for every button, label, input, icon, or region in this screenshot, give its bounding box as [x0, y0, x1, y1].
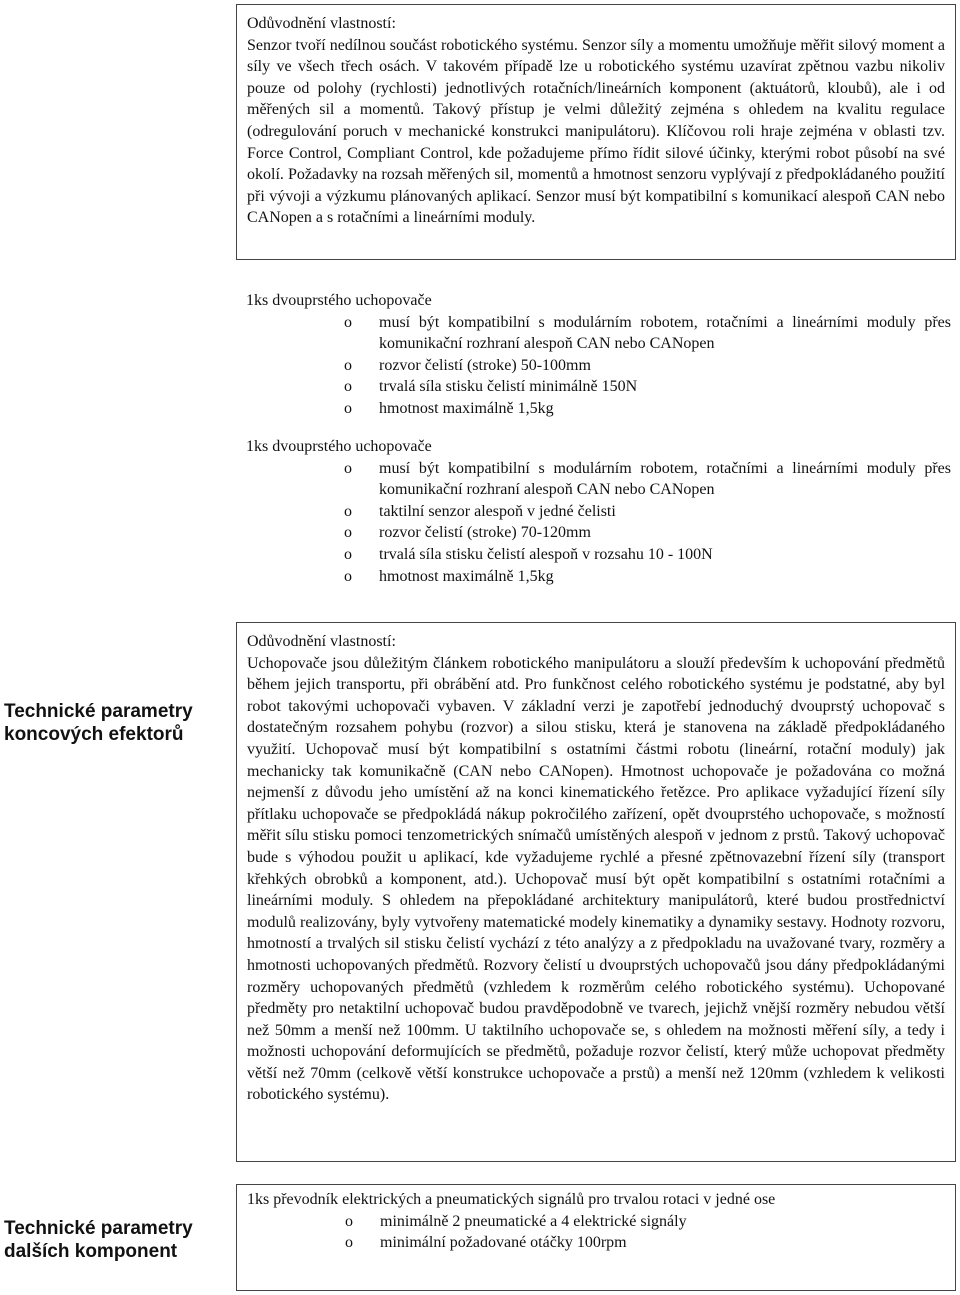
- sensor-justification-box: [236, 4, 956, 260]
- gripper2-spec: [246, 436, 951, 587]
- bullet-marker: o: [344, 378, 352, 396]
- bullet-marker: o: [345, 1234, 353, 1252]
- list-item: o hmotnost maximálně 1,5kg: [246, 566, 951, 588]
- gripper1-title: 1ks dvouprstého uchopovače: [246, 292, 432, 309]
- section-label-other-components: Technické parametry dalších komponent: [4, 1218, 193, 1262]
- list-item: o hmotnost maximálně 1,5kg: [246, 398, 951, 420]
- list-item: o musí být kompatibilní s modulárním robotem, rotačními a lineárními moduly přes komunikační rozhraní alespoň CAN nebo CANopen: [344, 459, 951, 499]
- gripper-justification-heading: Odůvodnění vlastností:: [247, 633, 396, 650]
- sensor-justification-heading: Odůvodnění vlastností:: [247, 15, 396, 32]
- section-label-end-effectors: Technické parametry koncových efektorů: [4, 701, 193, 745]
- gripper-justification-box: [236, 622, 956, 1162]
- list-item: o taktilní senzor alespoň v jedné čelisti: [246, 501, 951, 523]
- bullet-marker: o: [344, 356, 352, 374]
- bullet-marker: o: [344, 399, 352, 417]
- list-item: o minimálně 2 pneumatické a 4 elektrické signály: [247, 1211, 945, 1233]
- converter-spec-box: [236, 1184, 956, 1291]
- gripper2-requirements-list: [246, 458, 951, 588]
- bullet-marker: o: [344, 524, 352, 542]
- bullet-marker: o: [344, 313, 352, 331]
- list-item: o musí být kompatibilní s modulárním robotem, rotačními a lineárními moduly přes komunikační rozhraní alespoň CAN nebo CANopen: [344, 313, 951, 353]
- list-item: o minimální požadované otáčky 100rpm: [247, 1232, 945, 1254]
- list-item: o rozvor čelistí (stroke) 50-100mm: [246, 355, 951, 377]
- bullet-marker: o: [344, 567, 352, 585]
- gripper1-requirements-list: [246, 312, 951, 420]
- gripper2-title: 1ks dvouprstého uchopovače: [246, 438, 432, 455]
- gripper1-spec: [246, 290, 951, 420]
- converter-title: 1ks převodník elektrických a pneumatických signálů pro trvalou rotaci v jedné ose: [247, 1191, 776, 1208]
- list-item: o trvalá síla stisku čelistí alespoň v rozsahu 10 - 100N: [246, 544, 951, 566]
- bullet-marker: o: [345, 1212, 353, 1230]
- list-item: o trvalá síla stisku čelistí minimálně 150N: [246, 376, 951, 398]
- bullet-marker: o: [344, 545, 352, 563]
- bullet-marker: o: [344, 502, 352, 520]
- sensor-justification-text: Senzor tvoří nedílnou součást robotického systému. Senzor síly a momentu umožňuje měřit silový moment a síly ve všech třech osách. V takovém případě lze u robotického systému uzavírat zpětnou vazbu nikoliv pouze od polohy (rychlosti) jednotlivých rotačních/lineárních komponent (aktuátorů, kloubů), ale i od měřených sil a momentů. Takový přístup je velmi důležitý zejména s ohledem na kvalitu regulace (odregulování poruch v mechanické konstrukci manipulátoru). Klíčovou roli hraje zejména v oblasti tzv. Force Control, Compliant Control, kde požadujeme přímo řídit silové účinky, kterými robot působí na své okolí. Požadavky na rozsah měřených sil, momentů a hmotnost senzoru vyplývají z předpokládaného použití při vývoji a výzkumu plánovaných aplikací. Senzor musí být kompatibilní s komunikací alespoň CAN nebo CANopen a s rotačními a lineárními moduly.: [247, 36, 945, 227]
- gripper-justification-text: Uchopovače jsou důležitým článkem robotického manipulátoru a slouží především k uchopování předmětů během jejich transportu, při obrábění atd. Pro funkčnost celého robotického systému je podstatné, aby byl robot takovými uchopovači vybaven. V základní verzi je zapotřebí jednoduchý dvouprstý uchopovač s dostatečným rozsahem pohybu (rozvor) a silou stisku, která je stanovena na základě předpokládaného využití. Uchopovač musí být kompatibilní s ostatními částmi robotu (lineární, rotační moduly) jak mechanicky tak komunikačně (CAN nebo CANopen). Hmotnost uchopovače je požadována co možná nejmenší z důvodu jeho umístění až na konci kinematického řetězce. Pro aplikace vyžadující řízení síly přítlaku uchopovače se předpokládá nákup pokročilého zařízení, opět dvouprstého uchopovače, s možností měřit sílu stisku pomoci tenzometrických snímačů umístěných alespoň v jednom z prstů. Takový uchopovač bude s výhodou použit u aplikací, kde vyžadujeme rychlé a přesné zpětnovazební řízení síly (transport křehkých obrobků a komponent, atd.). Uchopovač musí být opět kompatibilní s ostatními rotačními a lineárními moduly. S ohledem na přepokládané architektury manipulátorů, které budou prostřednictví modulů realizovány, byly vytvořeny matematické modely kinematiky a dynamiky sestavy. Hodnoty rozvoru, hmotností a trvalých sil stisku čelistí vychází z této analýzy a z předpokladu na uvažované tvary, rozměry a hmotnosti uchopovaných předmětů. Rozvory čelistí u dvouprstých uchopovačů jsou dány předpokládanými rozměry uchopovaných předmětů (vzhledem k rozměrům celého robotického systému). Uchopované předměty pro netaktilní uchopovač budou pravděpodobně ve tvarech, jejichž vnější rozměry nebudou větší než 50mm a menší než 100mm. U taktilního uchopovače se, s ohledem na možnosti měření síly, a tedy i možnosti uchopování deformujících se předmětů, požaduje rozvor čelistí, který může uchopovat předměty větší než 70mm (celkově větší konstrukce uchopovače a prstů) a menší než 120mm (vzhledem k velikosti robotického systému).: [247, 654, 945, 1104]
- bullet-marker: o: [344, 459, 352, 477]
- list-item: o rozvor čelistí (stroke) 70-120mm: [246, 522, 951, 544]
- converter-requirements-list: [247, 1211, 945, 1254]
